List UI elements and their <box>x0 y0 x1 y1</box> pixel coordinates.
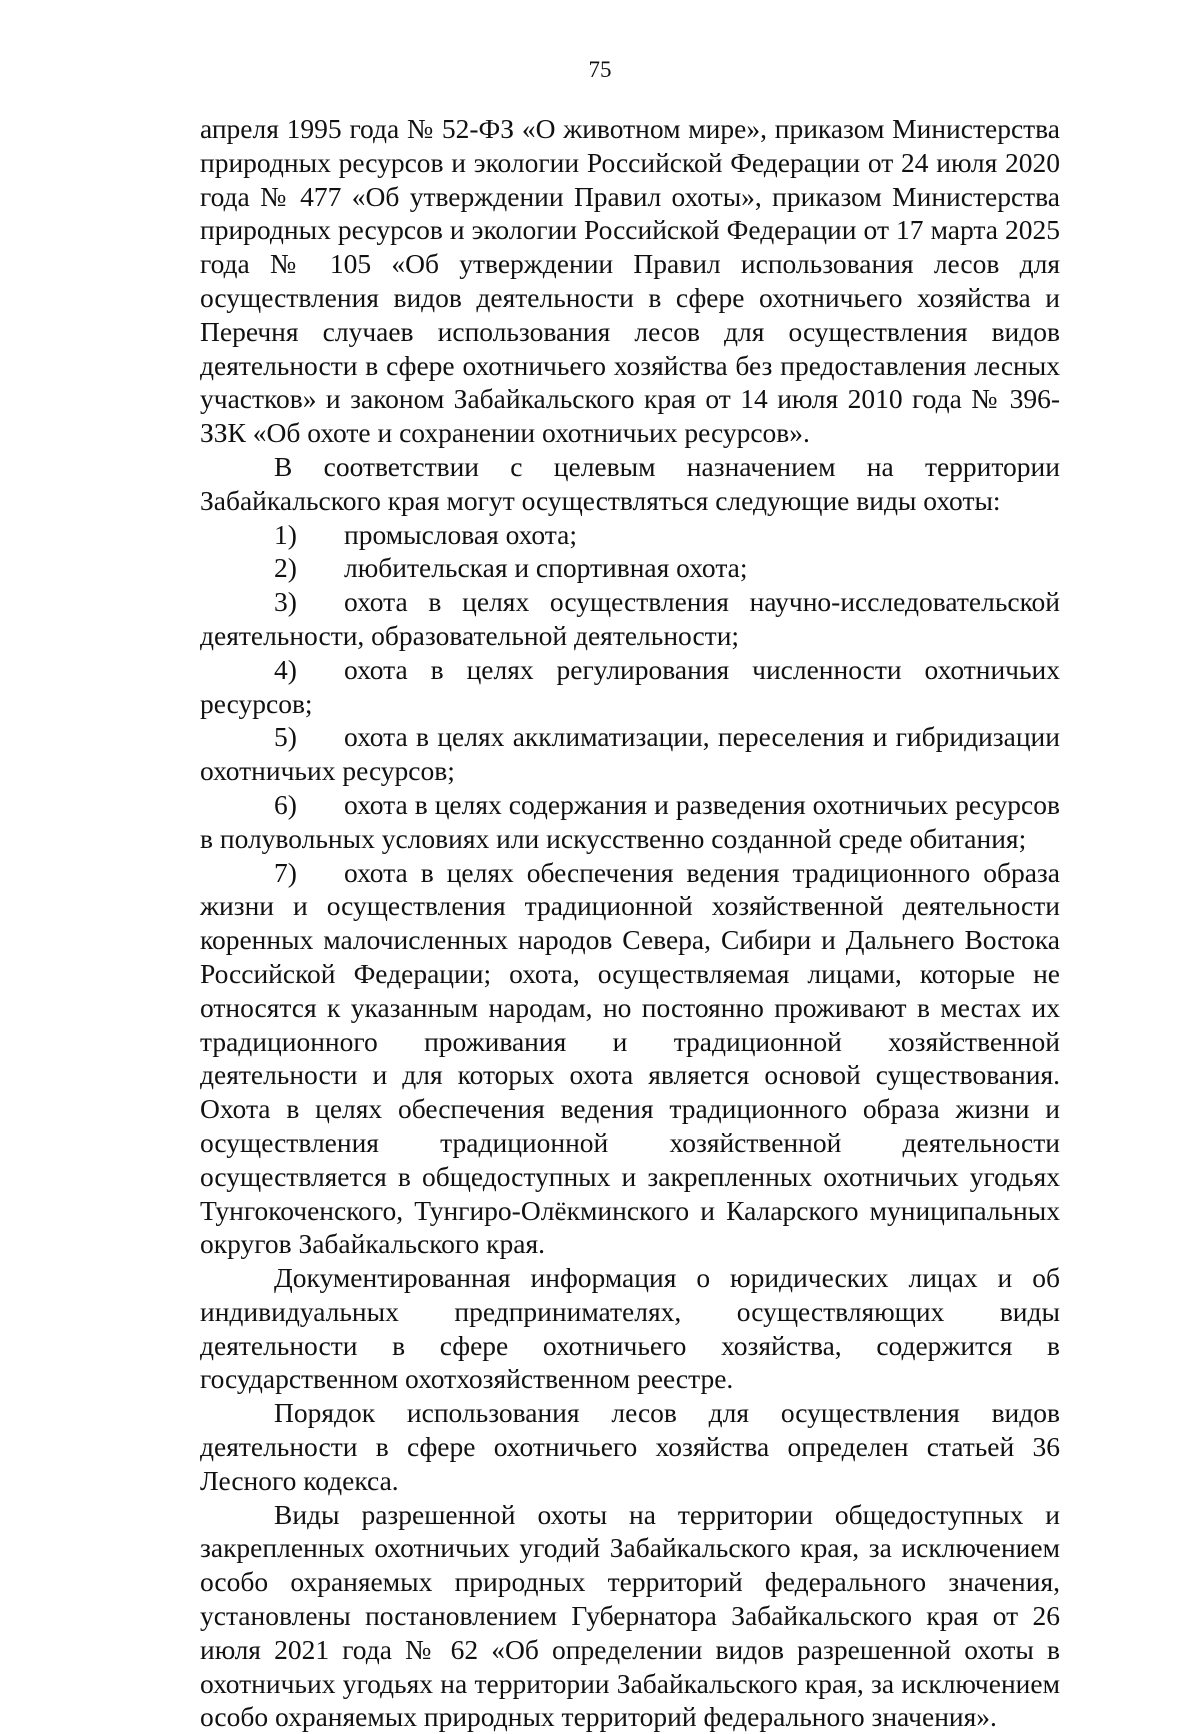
list-item <box>200 653 1060 721</box>
list-item-number: 3) <box>274 586 297 618</box>
list-item-number: 1) <box>274 518 297 550</box>
paragraph-legal-basis: апреля 1995 года № 52-ФЗ «О животном мире», приказом Министерства природных ресурсов и экологии Российской Федерации от 24 июля 2020 года № 477 «Об утверждении Правил охоты», приказом Министерства природных ресурсов и экологии Российской Федерации от 17 марта 2025 года № 105 «Об утверждении Правил использования лесов для осуществления видов деятельности в сфере охотничьего хозяйства и Перечня случаев использования лесов для осуществления видов деятельности в сфере охотничьего хозяйства без предоставления лесных участков» и законом Забайкальского края от 14 июля 2010 года № 396-ЗЗК «Об охоте и сохранении охотничьих ресурсов». <box>200 113 1060 449</box>
hunting-types-list <box>200 518 1060 1262</box>
document-body <box>200 112 1060 1734</box>
list-item-text: охота в целях содержания и разведения охотничьих ресурсов в полувольных условиях или искусственно созданной среде обитания; <box>200 788 1060 854</box>
paragraph-forest-use: Порядок использования лесов для осуществления видов деятельности в сфере охотничьего хозяйства определен статьей 36 Лесного кодекса. <box>200 1397 1060 1496</box>
list-item-text: охота в целях осуществления научно-исследовательской деятельности, образовательной деятельности; <box>200 586 1060 651</box>
list-item-number: 2) <box>274 552 297 584</box>
list-item <box>200 585 1060 653</box>
list-item-number: 5) <box>274 721 297 753</box>
list-item-number: 6) <box>274 788 297 820</box>
list-item-text: охота в целях акклиматизации, переселения и гибридизации охотничьих ресурсов; <box>200 721 1060 787</box>
list-item-text: охота в целях регулирования численности охотничьих ресурсов; <box>200 653 1060 719</box>
page-number: 75 <box>588 57 612 82</box>
list-item <box>200 551 1060 585</box>
list-item <box>200 518 1060 552</box>
list-item-text: промысловая охота; <box>344 518 577 550</box>
paragraph-permitted-hunting: Виды разрешенной охоты на территории общедоступных и закрепленных охотничьих угодий Забайкальского края, за исключением особо охраняемых природных территорий федерального значения, установлены постановлением Губернатора Забайкальского края от 26 июля 2021 года № 62 «Об определении видов разрешенной охоты в охотничьих угодьях на территории Забайкальского края, за исключением особо охраняемых природных территорий федерального значения». <box>200 1498 1060 1733</box>
paragraph-registry: Документированная информация о юридических лицах и об индивидуальных предпринимателях, осуществляющих виды деятельности в сфере охотничьего хозяйства, содержится в государственном охотхозяйственном реестре. <box>200 1262 1060 1395</box>
paragraph-hunting-types-intro: В соответствии с целевым назначением на территории Забайкальского края могут осуществляться следующие виды охоты: <box>200 450 1060 516</box>
list-item-text: охота в целях обеспечения ведения традиционного образа жизни и осуществления традиционной хозяйственной деятельности коренных малочисленных народов Севера, Сибири и Дальнего Востока Российской Федерации; охота, осуществляемая лицами, которые не относятся к указанным народам, но постоянно проживают в местах их традиционного проживания и традиционной хозяйственной деятельности и для которых охота является основой существования. Охота в целях обеспечения ведения традиционного образа жизни и осуществления традиционной хозяйственной деятельности осуществляется в общедоступных и закрепленных охотничьих угодьях Тунгокоченского, Тунгиро-Олёкминского и Каларского муниципальных округов Забайкальского края. <box>200 856 1060 1260</box>
list-item <box>200 788 1060 856</box>
list-item-number: 4) <box>274 653 297 685</box>
list-item <box>200 720 1060 788</box>
list-item-text: любительская и спортивная охота; <box>344 552 748 584</box>
list-item <box>200 856 1060 1262</box>
list-item-number: 7) <box>274 856 297 888</box>
